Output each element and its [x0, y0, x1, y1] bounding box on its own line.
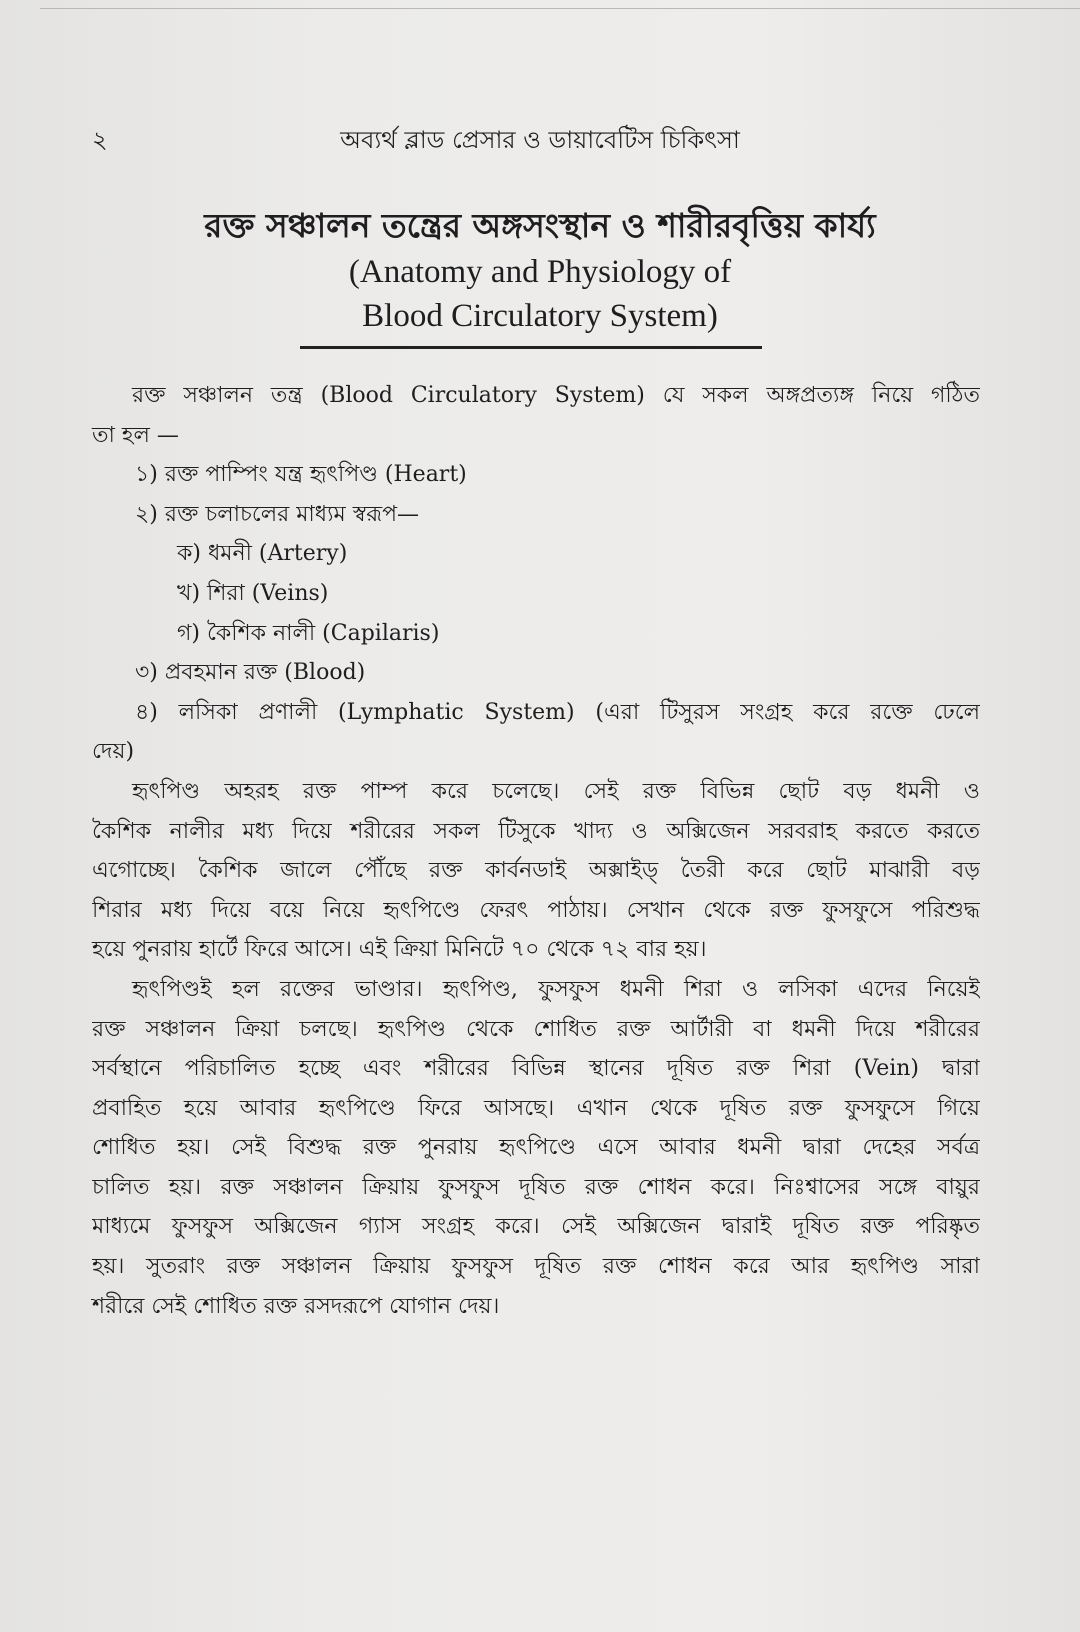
text-line: গ) কৈশিক নালী (Capilaris): [177, 620, 440, 646]
text-line: তা হল —: [92, 422, 179, 448]
text-line: দেয়): [92, 739, 135, 765]
text-line: হয়। সুতরাং রক্ত সঞ্চালন ক্রিয়ায় ফুসফুস দূষিত রক্ত শোধন করে আর হৃৎপিণ্ড সারা: [92, 1254, 980, 1280]
title-underline: [300, 346, 762, 349]
text-line: এগোচ্ছে। কৈশিক জালে পৌঁছে রক্ত কার্বনডাই অক্সাইড্ তৈরী করে ছোট মাঝারী বড়: [92, 858, 980, 884]
text-line: প্রবাহিত হয়ে আবার হৃৎপিণ্ডে ফিরে আসছে। এখান থেকে দূষিত রক্ত ফুসফুসে গিয়ে: [92, 1095, 980, 1121]
chapter-title-english-line-1: (Anatomy and Physiology of: [348, 254, 732, 290]
page-edge-line: [40, 8, 1080, 9]
text-line: রক্ত সঞ্চালন তন্ত্র (Blood Circulatory System) যে সকল অঙ্গপ্রত্যঙ্গ নিয়ে গঠিত: [132, 383, 980, 408]
chapter-title-english: [0, 250, 1080, 338]
text-line: চালিত হয়। রক্ত সঞ্চালন ক্রিয়ায় ফুসফুস দূষিত রক্ত শোধন করে। নিঃশ্বাসের সঙ্গে বায়ুর: [92, 1174, 980, 1200]
text-line: শোধিত হয়। সেই বিশুদ্ধ রক্ত পুনরায় হৃৎপিণ্ডে এসে আবার ধমনী দ্বারা দেহের সর্বত্র: [92, 1135, 980, 1161]
text-line: ১) রক্ত পাম্পিং যন্ত্র হৃৎপিণ্ড (Heart): [135, 462, 467, 488]
text-line: শরীরে সেই শোধিত রক্ত রসদরূপে যোগান দেয়।: [92, 1293, 500, 1319]
text-line: হৃৎপিণ্ডই হল রক্তের ভাণ্ডার। হৃৎপিণ্ড, ফুসফুস ধমনী শিরা ও লসিকা এদের নিয়েই: [132, 976, 980, 1002]
text-line: ২) রক্ত চলাচলের মাধ্যম স্বরূপ—: [135, 501, 420, 527]
running-head: অব্যর্থ ব্লাড প্রেসার ও ডায়াবেটিস চিকিৎসা: [340, 126, 740, 154]
chapter-title-bengali: রক্ত সঞ্চালন তন্ত্রের অঙ্গসংস্থান ও শারীরবৃত্তিয় কার্য্য: [204, 206, 876, 245]
text-line: খ) শিরা (Veins): [177, 580, 329, 606]
text-line: হৃৎপিণ্ড অহরহ রক্ত পাম্প করে চলেছে। সেই রক্ত বিভিন্ন ছোট বড় ধমনী ও: [132, 778, 980, 804]
text-line: রক্ত সঞ্চালন ক্রিয়া চলছে। হৃৎপিণ্ড থেকে শোধিত রক্ত আর্টারী বা ধমনী দিয়ে শরীরের: [92, 1016, 980, 1042]
chapter-title-english-line-2: Blood Circulatory System): [362, 298, 718, 334]
body-text: [92, 376, 980, 1326]
text-line: ৩) প্রবহমান রক্ত (Blood): [135, 660, 366, 686]
text-line: শিরার মধ্য দিয়ে বয়ে নিয়ে হৃৎপিণ্ডে ফেরৎ পাঠায়। সেখান থেকে রক্ত ফুসফুসে পরিশুদ্ধ: [92, 897, 980, 923]
text-line: কৈশিক নালীর মধ্য দিয়ে শরীরের সকল টিসুকে খাদ্য ও অক্সিজেন সরবরাহ করতে করতে: [92, 818, 980, 844]
text-line: ক) ধমনী (Artery): [177, 541, 348, 567]
text-line: হয়ে পুনরায় হার্টে ফিরে আসে। এই ক্রিয়া মিনিটে ৭০ থেকে ৭২ বার হয়।: [92, 937, 707, 963]
text-line: মাধ্যমে ফুসফুস অক্সিজেন গ্যাস সংগ্রহ করে। সেই অক্সিজেন দ্বারাই দূষিত রক্ত পরিষ্কৃত: [92, 1214, 980, 1240]
text-line: সর্বস্থানে পরিচালিত হচ্ছে এবং শরীরের বিভিন্ন স্থানের দূষিত রক্ত শিরা (Vein) দ্বারা: [92, 1056, 980, 1082]
text-line: ৪) লসিকা প্রণালী (Lymphatic System) (এরা টিসুরস সংগ্রহ করে রক্তে ঢেলে: [135, 699, 980, 725]
page-number: ২: [92, 126, 108, 154]
